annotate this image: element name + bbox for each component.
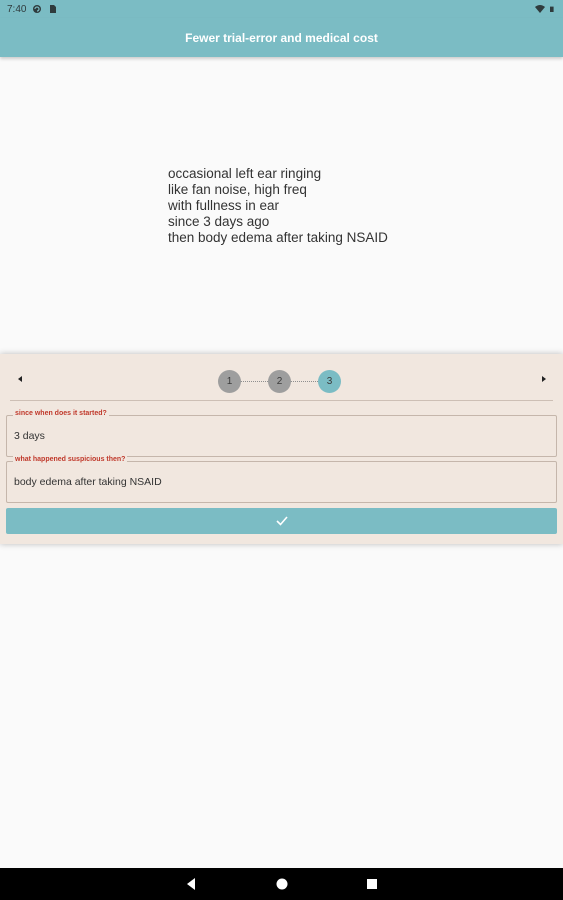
step-indicator <box>218 369 341 393</box>
confirm-button[interactable] <box>6 508 557 534</box>
step-connector <box>241 381 268 382</box>
suspicious-event-field[interactable] <box>6 456 557 503</box>
stepper-panel <box>0 354 563 544</box>
note-line: then body edema after taking NSAID <box>168 230 388 245</box>
recents-icon[interactable] <box>366 877 378 891</box>
status-bar <box>0 0 563 18</box>
note-line: with fullness in ear <box>168 198 280 213</box>
status-time: 7:40 <box>7 3 27 15</box>
step-1[interactable]: 1 <box>218 370 241 393</box>
symptom-note <box>168 166 388 246</box>
arrow-left-icon[interactable] <box>16 374 26 384</box>
sim-icon <box>48 4 58 14</box>
suspicious-event-label: what happened suspicious then? <box>15 456 126 463</box>
battery-icon <box>550 4 556 14</box>
note-line: since 3 days ago <box>168 214 270 229</box>
since-when-value[interactable]: 3 days <box>14 430 45 442</box>
back-icon[interactable] <box>185 877 197 891</box>
suspicious-event-value[interactable]: body edema after taking NSAID <box>14 476 162 488</box>
check-icon <box>275 515 289 527</box>
arrow-right-icon[interactable] <box>538 374 548 384</box>
sync-icon <box>32 4 42 14</box>
since-when-field[interactable] <box>6 410 557 457</box>
system-nav-bar <box>0 868 563 900</box>
step-3[interactable]: 3 <box>318 370 341 393</box>
divider <box>10 400 553 401</box>
app-bar <box>0 18 563 57</box>
app-title: Fewer trial-error and medical cost <box>185 30 378 45</box>
note-line: occasional left ear ringing <box>168 166 322 181</box>
since-when-label: since when does it started? <box>15 410 107 417</box>
step-2[interactable]: 2 <box>268 370 291 393</box>
step-connector <box>291 381 318 382</box>
home-icon[interactable] <box>275 877 289 891</box>
note-line: like fan noise, high freq <box>168 182 307 197</box>
wifi-icon <box>535 4 545 14</box>
